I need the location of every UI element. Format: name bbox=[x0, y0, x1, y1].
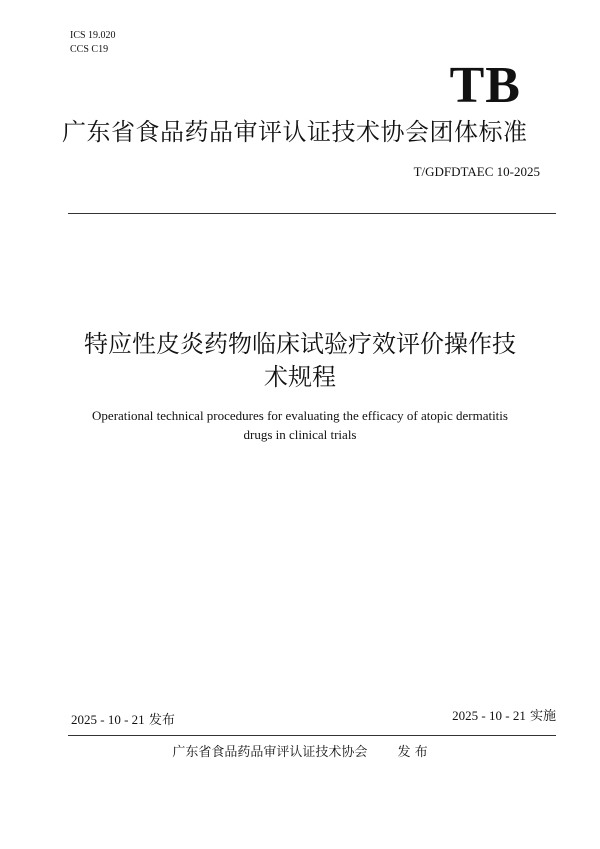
organization-standard-title: 广东省食品药品审评认证技术协会团体标准 bbox=[62, 118, 528, 146]
english-title-line-1: Operational technical procedures for evaluating the efficacy of atopic dermatitis bbox=[92, 408, 508, 423]
bottom-divider bbox=[68, 735, 556, 736]
standard-number: T/GDFDTAEC 10-2025 bbox=[413, 164, 540, 179]
chinese-title-line-2: 术规程 bbox=[264, 363, 336, 391]
implementation-date: 2025 - 10 - 21 bbox=[452, 708, 526, 723]
publisher-name: 广东省食品药品审评认证技术协会 bbox=[172, 745, 368, 760]
publish-action: 发 布 bbox=[397, 745, 428, 760]
ccs-code: CCS C19 bbox=[70, 44, 109, 55]
implementation-date-block bbox=[452, 708, 556, 725]
chinese-title-line-1: 特应性皮炎药物临床试验疗效评价操作技 bbox=[84, 330, 516, 358]
english-title-line-2: drugs in clinical trials bbox=[243, 427, 357, 442]
issue-label: 发布 bbox=[148, 713, 175, 728]
implementation-label: 实施 bbox=[529, 709, 556, 724]
issue-date: 2025 - 10 - 21 bbox=[71, 712, 145, 727]
issue-date-block bbox=[71, 712, 175, 729]
ics-code: ICS 19.020 bbox=[70, 30, 116, 41]
top-divider bbox=[68, 213, 556, 214]
standard-type-mark: TB bbox=[449, 57, 521, 114]
publisher-line bbox=[0, 744, 600, 762]
